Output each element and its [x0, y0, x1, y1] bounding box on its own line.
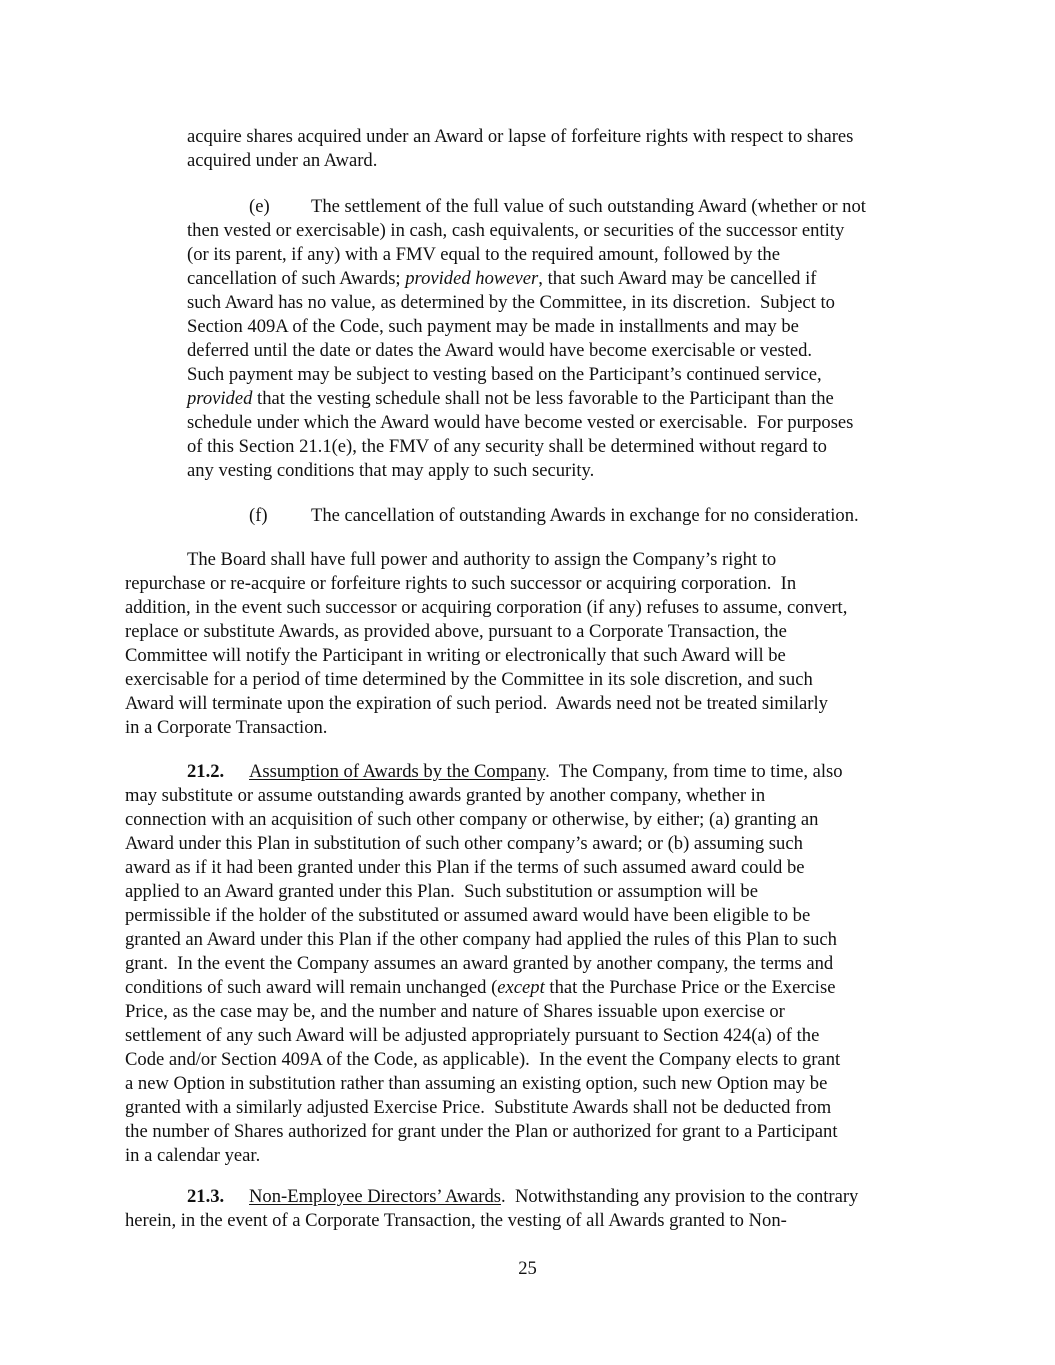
section-21-3-heading-line: 21.3. Non-Employee Directors’ Awards. Notwithstanding any provision to the contrary [187, 1186, 859, 1207]
item-e-line: then vested or exercisable) in cash, cash equivalents, or securities of the successor entity [187, 220, 845, 241]
item-e-line: such Award has no value, as determined by the Committee, in its discretion. Subject to [187, 292, 835, 313]
continuation-line: acquired under an Award. [187, 150, 378, 171]
item-e-line: (or its parent, if any) with a FMV equal to the required amount, followed by the [187, 244, 780, 265]
section-21-2-line: conditions of such award will remain unchanged (except that the Purchase Price or the Exercise [125, 977, 836, 998]
section-21-2-heading-line: 21.2. Assumption of Awards by the Company. The Company, from time to time, also [187, 761, 843, 782]
section-21-2-line: granted an Award under this Plan if the other company had applied the rules of this Plan to such [125, 929, 837, 950]
item-e-line: Such payment may be subject to vesting based on the Participant’s continued service, [187, 364, 822, 385]
section-21-2-line: applied to an Award granted under this Plan. Such substitution or assumption will be [125, 881, 758, 902]
item-e-line: cancellation of such Awards; provided however, that such Award may be cancelled if [187, 268, 817, 289]
board-paragraph-line: in a Corporate Transaction. [125, 717, 328, 738]
board-paragraph-line: addition, in the event such successor or acquiring corporation (if any) refuses to assume, convert, [125, 597, 848, 618]
section-21-2-line: in a calendar year. [125, 1145, 261, 1166]
board-paragraph-line: Committee will notify the Participant in writing or electronically that such Award will be [125, 645, 786, 666]
section-number: 21.3. [187, 1186, 225, 1207]
section-21-2-line: permissible if the holder of the substituted or assumed award would have been eligible to be [125, 905, 811, 926]
section-21-2-line: settlement of any such Award will be adjusted appropriately pursuant to Section 424(a) of the [125, 1025, 820, 1046]
continuation-line: acquire shares acquired under an Award or lapse of forfeiture rights with respect to shares [187, 126, 854, 147]
page-number: 25 [518, 1258, 537, 1279]
item-e-line: deferred until the date or dates the Award would have become exercisable or vested. [187, 340, 813, 361]
board-paragraph-line: exercisable for a period of time determined by the Committee in its sole discretion, and such [125, 669, 813, 690]
section-number: 21.2. [187, 761, 225, 782]
item-e-first-line: (e) The settlement of the full value of such outstanding Award (whether or not [249, 196, 866, 217]
section-21-3-line: herein, in the event of a Corporate Transaction, the vesting of all Awards granted to Non- [125, 1210, 787, 1231]
item-e-line: Section 409A of the Code, such payment may be made in installments and may be [187, 316, 799, 337]
section-heading: Non-Employee Directors’ Awards [249, 1186, 501, 1207]
item-e-line: of this Section 21.1(e), the FMV of any security shall be determined without regard to [187, 436, 827, 457]
section-21-2-line: grant. In the event the Company assumes an award granted by another company, the terms and [125, 953, 834, 974]
section-heading: Assumption of Awards by the Company [249, 761, 546, 782]
section-21-2-line: Code and/or Section 409A of the Code, as applicable). In the event the Company elects to grant [125, 1049, 841, 1070]
board-paragraph-line: Award will terminate upon the expiration of such period. Awards need not be treated similarly [125, 693, 828, 714]
section-21-2-line: the number of Shares authorized for grant under the Plan or authorized for grant to a Participant [125, 1121, 838, 1142]
provided-emphasis: provided [187, 388, 253, 409]
provided-however-emphasis: provided however [405, 268, 539, 289]
section-21-2-line: award as if it had been granted under this Plan if the terms of such assumed award could be [125, 857, 805, 878]
section-21-2-line: may substitute or assume outstanding awards granted by another company, whether in [125, 785, 766, 806]
section-21-2-line: connection with an acquisition of such other company or otherwise, by either; (a) granting an [125, 809, 819, 830]
board-paragraph-line: replace or substitute Awards, as provided above, pursuant to a Corporate Transaction, the [125, 621, 787, 642]
item-f-line: (f) The cancellation of outstanding Awards in exchange for no consideration. [249, 505, 859, 526]
item-e-line: schedule under which the Award would have become vested or exercisable. For purposes [187, 412, 854, 433]
board-paragraph-line: The Board shall have full power and authority to assign the Company’s right to [187, 549, 777, 570]
section-21-2-line: Award under this Plan in substitution of such other company’s award; or (b) assuming such [125, 833, 803, 854]
item-e-line: provided that the vesting schedule shall not be less favorable to the Participant than the [187, 388, 834, 409]
section-21-2-line: Price, as the case may be, and the number and nature of Shares issuable upon exercise or [125, 1001, 785, 1022]
section-21-2-line: a new Option in substitution rather than assuming an existing option, such new Option may be [125, 1073, 828, 1094]
item-e-line: any vesting conditions that may apply to such security. [187, 460, 595, 481]
section-21-2-line: granted with a similarly adjusted Exercise Price. Substitute Awards shall not be deducted from [125, 1097, 832, 1118]
except-emphasis: except [497, 977, 545, 998]
board-paragraph-line: repurchase or re-acquire or forfeiture rights to such successor or acquiring corporation. In [125, 573, 797, 594]
item-f-label: (f) [249, 505, 268, 526]
item-e-label: (e) [249, 196, 270, 217]
